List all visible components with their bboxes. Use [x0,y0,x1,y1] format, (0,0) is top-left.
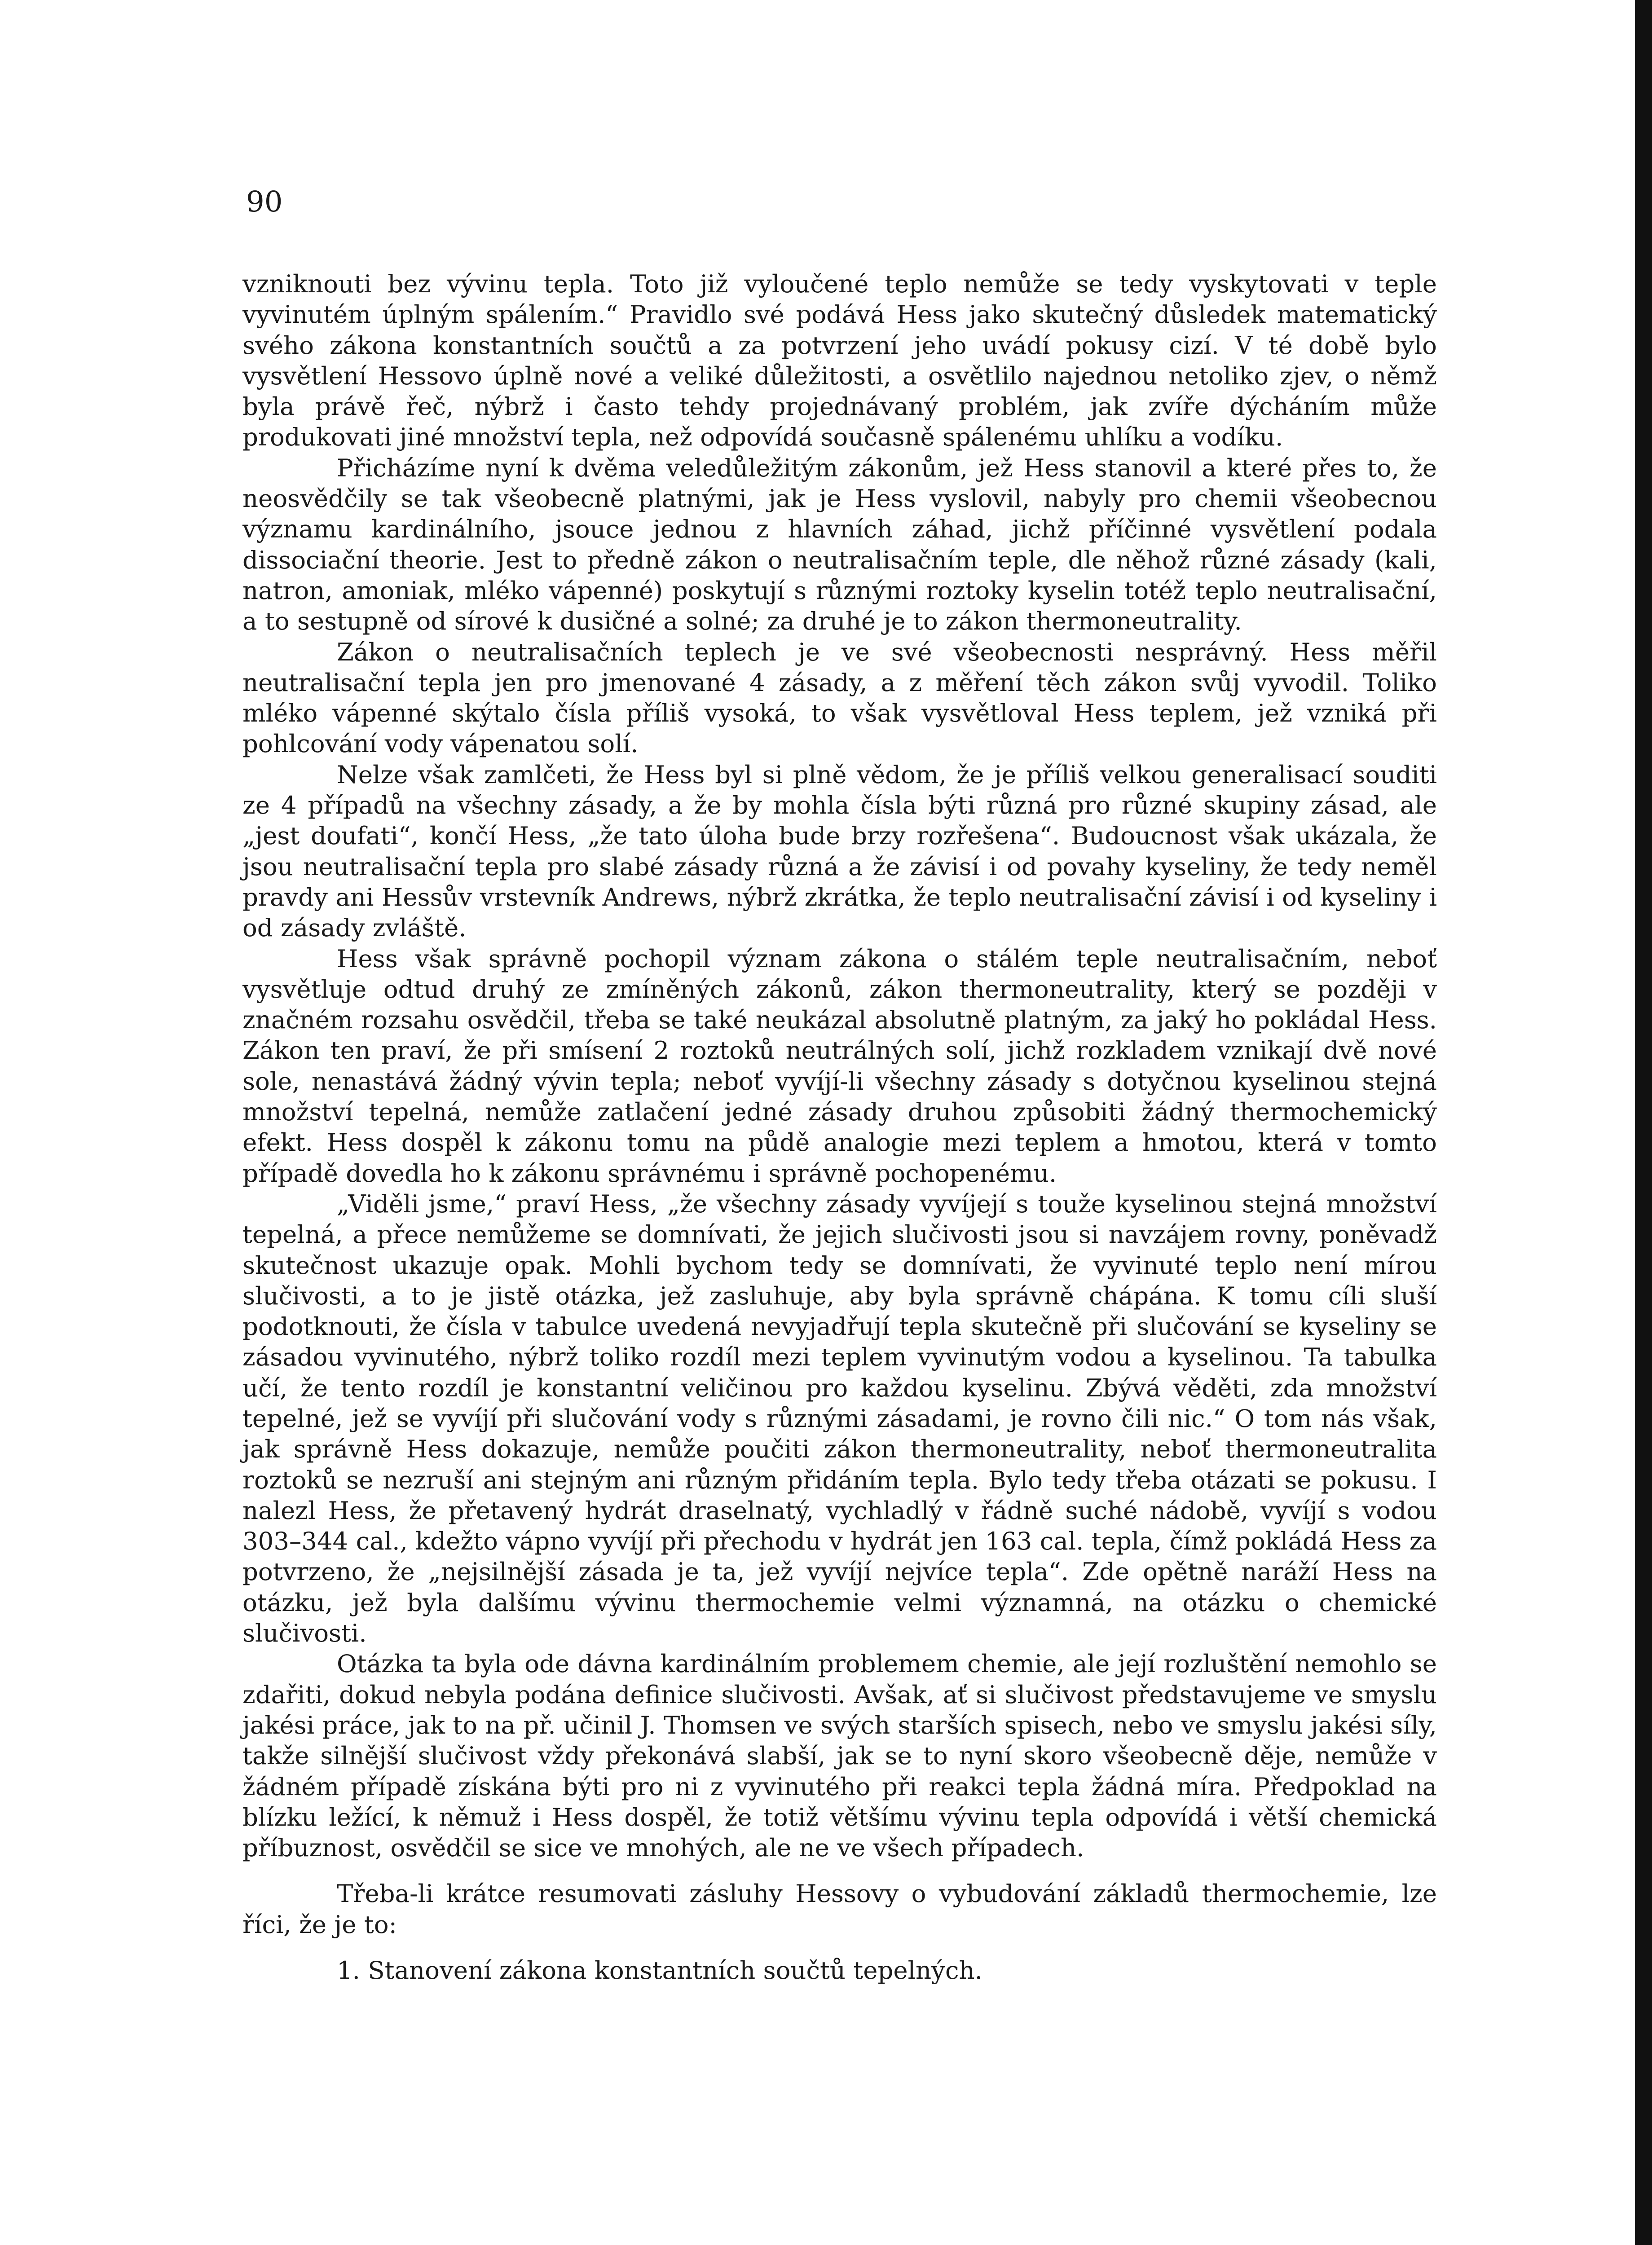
paragraph-6: „Viděli jsme,“ praví Hess, „že všechny zásady vyvíjejí s touže kyselinou stejná množství tepelná, a přece nemůžeme se domnívati, že jejich slučivosti jsou si navzájem rovny, poněvadž skutečnost ukazuje opak. Mohli bychom tedy se domnívati, že vyvinuté teplo není mírou slučivosti, a to je jistě otázka, jež zasluhuje, aby byla správně chápána. K tomu cíli sluší podotknouti, že čísla v tabulce uvedená nevyjadřují tepla skutečně při slučování se kyseliny se zásadou vyvinutého, nýbrž toliko rozdíl mezi teplem vyvinutým vodou a kyselinou. Ta tabulka učí, že tento rozdíl je konstantní veličinou pro každou kyselinu. Zbývá věděti, zda množství tepelné, jež se vyvíjí při slučování vody s různými zásadami, je rovno čili nic.“ O tom nás však, jak správně Hess dokazuje, nemůže poučiti zákon thermoneutrality, neboť thermoneutralita roztoků se nezruší ani stejným ani různým přidáním tepla. Bylo tedy třeba otázati se pokusu. I nalezl Hess, že přetavený hydrát draselnatý, vychladlý v řádně suché nádobě, vyvíjí s vodou 303–344 cal., kdežto vápno vyvíjí při přechodu v hydrát jen 163 cal. tepla, čímž pokládá Hess za potvrzeno, že „nejsilnější zásada je ta, jež vyvíjí nejvíce tepla“. Zde opětně naráží Hess na otázku, jež byla dalšímu vývinu thermochemie velmi významná, na otázku o chemické slučivosti. [242,1189,1437,1648]
paragraph-2: Přicházíme nyní k dvěma veledůležitým zákonům, jež Hess stanovil a které přes to, že neosvědčily se tak všeobecně platnými, jak je Hess vyslovil, nabyly pro chemii všeobecnou významu kardinálního, jsouce jednou z hlavních záhad, jichž příčinné vysvětlení podala dissociační theorie. Jest to předně zákon o neutralisačním teple, dle něhož různé zásady (kali, natron, amoniak, mléko vápenné) poskytují s různými roztoky kyselin totéž teplo neutralisační, a to sestupně od sírové k dusičné a solné; za druhé je to zákon thermoneutrality. [242,453,1437,636]
page-number: 90 [246,185,283,219]
paragraph-4: Nelze však zamlčeti, že Hess byl si plně vědom, že je příliš velkou generalisací souditi ze 4 případů na všechny zásady, a že by mohla čísla býti různá pro různé skupiny zásad, ale „jest doufati“, končí Hess, „že tato úloha bude brzy rozřešena“. Budoucnost však ukázala, že jsou neutralisační tepla pro slabé zásady různá a že závisí i od povahy kyseliny, že tedy neměl pravdy ani Hessův vrstevník Andrews, nýbrž zkrátka, že teplo neutralisační závisí i od kyseliny i od zásady zvláště. [242,760,1437,942]
list-item-1: 1. Stanovení zákona konstantních součtů tepelných. [337,1956,982,1985]
paragraph-1: vzniknouti bez vývinu tepla. Toto již vyloučené teplo nemůže se tedy vyskytovati v teple vyvinutém úplným spálením.“ Pravidlo své podává Hess jako skutečný důsledek matematický svého zákona konstantních součtů a za potvrzení jeho uvádí pokusy cizí. V té době bylo vysvětlení Hessovo úplně nové a veliké důležitosti, a osvětlilo najednou netoliko zjev, o němž byla právě řeč, nýbrž i často tehdy projednávaný problém, jak zvíře dýcháním může produkovati jiné množství tepla, než odpovídá současně spálenému uhlíku a vodíku. [242,269,1437,452]
paragraph-7: Otázka ta byla ode dávna kardinálním problemem chemie, ale její rozluštění nemohlo se zdařiti, dokud nebyla podána definice slučivosti. Avšak, ať si slučivost představujeme ve smyslu jakési práce, jak to na př. učinil J. Thomsen ve svých starších spisech, nebo ve smyslu jakési síly, takže silnější slučivost vždy překonává slabší, jak se to nyní skoro všeobecně děje, nemůže v žádném případě získána býti pro ni z vyvinutého při reakci tepla žádná míra. Předpoklad na blízku ležící, k němuž i Hess dospěl, že totiž většímu vývinu tepla odpovídá i větší chemická příbuznost, osvědčil se sice ve mnohých, ale ne ve všech případech. [242,1649,1437,1862]
body-text [242,269,1437,1985]
paragraph-5: Hess však správně pochopil význam zákona o stálém teple neutralisačním, neboť vysvětluje odtud druhý ze zmíněných zákonů, zákon thermoneutrality, který se později v značném rozsahu osvědčil, třeba se také neukázal absolutně platným, za jaký ho pokládal Hess. Zákon ten praví, že při smísení 2 roztoků neutrálných solí, jichž rozkladem vznikají dvě nové sole, nenastává žádný vývin tepla; neboť vyvíjí-li všechny zásady s dotyčnou kyselinou stejná množství tepelná, nemůže zatlačení jedné zásady druhou způsobiti žádný thermochemický efekt. Hess dospěl k zákonu tomu na půdě analogie mezi teplem a hmotou, která v tomto případě dovedla ho k zákonu správnému i správně pochopenému. [242,944,1437,1188]
paragraph-8: Třeba-li krátce resumovati zásluhy Hessovy o vybudování základů thermochemie, lze říci, že je to: [242,1879,1437,1939]
paragraph-3: Zákon o neutralisačních teplech je ve své všeobecnosti nesprávný. Hess měřil neutralisační tepla jen pro jmenované 4 zásady, a z měření těch zákon svůj vyvodil. Toliko mléko vápenné skýtalo čísla příliš vysoká, to však vysvětloval Hess teplem, jež vzniká při pohlcování vody vápenatou solí. [242,637,1437,758]
scan-edge-bar [1635,0,1652,2245]
